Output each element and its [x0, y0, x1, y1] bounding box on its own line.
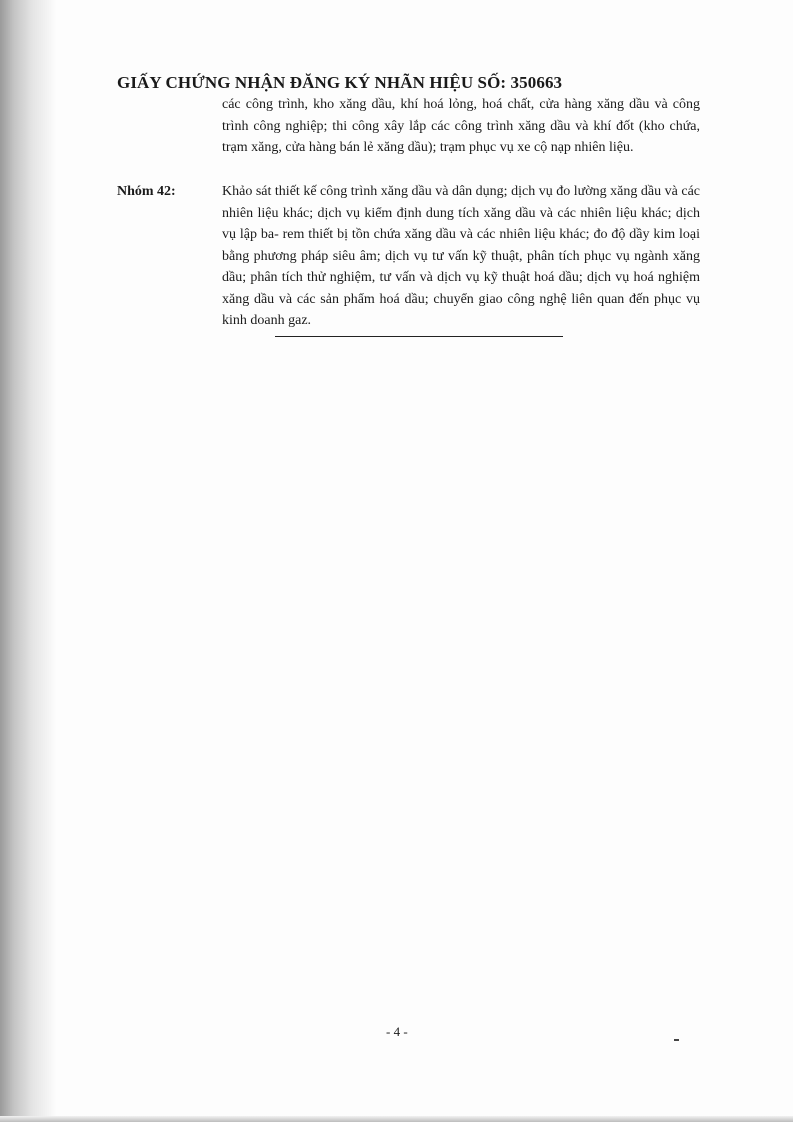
page-number: - 4 -: [386, 1024, 408, 1039]
scan-edge-shadow: [0, 0, 56, 1122]
group-42-label: Nhóm 42:: [117, 184, 176, 199]
certificate-title: GIẤY CHỨNG NHẬN ĐĂNG KÝ NHÃN HIỆU SỐ: 350663: [117, 73, 563, 92]
scan-speck: [674, 1039, 679, 1041]
scan-bottom-shadow: [0, 1116, 793, 1122]
group-42-text: Khảo sát thiết kế công trình xăng dầu và dân dụng; dịch vụ đo lường xăng dầu và các nhiên liệu khác; dịch vụ kiểm định dung tích xăng dầu và các nhiên liệu khác; dịch vụ lập ba- rem thiết bị tồn chứa xăng dầu và các nhiên liệu khác; đo độ dầy kim loại bằng phương pháp siêu âm; dịch vụ tư vấn kỹ thuật, phân tích phục vụ ngành xăng dầu; phân tích thử nghiệm, tư vấn và dịch vụ kỹ thuật hoá dầu; dịch vụ hoá nghiệm xăng dầu và các sản phẩm hoá dầu; chuyển giao công nghệ liên quan đến phục vụ kinh doanh gaz.: [222, 184, 700, 328]
continuation-paragraph: các công trình, kho xăng dầu, khí hoá lỏng, hoá chất, cửa hàng xăng dầu và công trình công nghiệp; thi công xây lắp các công trình xăng dầu và khí đốt (kho chứa, trạm xăng, cửa hàng bán lẻ xăng dầu); trạm phục vụ xe cộ nạp nhiên liệu.: [222, 97, 700, 155]
end-divider: [275, 336, 563, 337]
